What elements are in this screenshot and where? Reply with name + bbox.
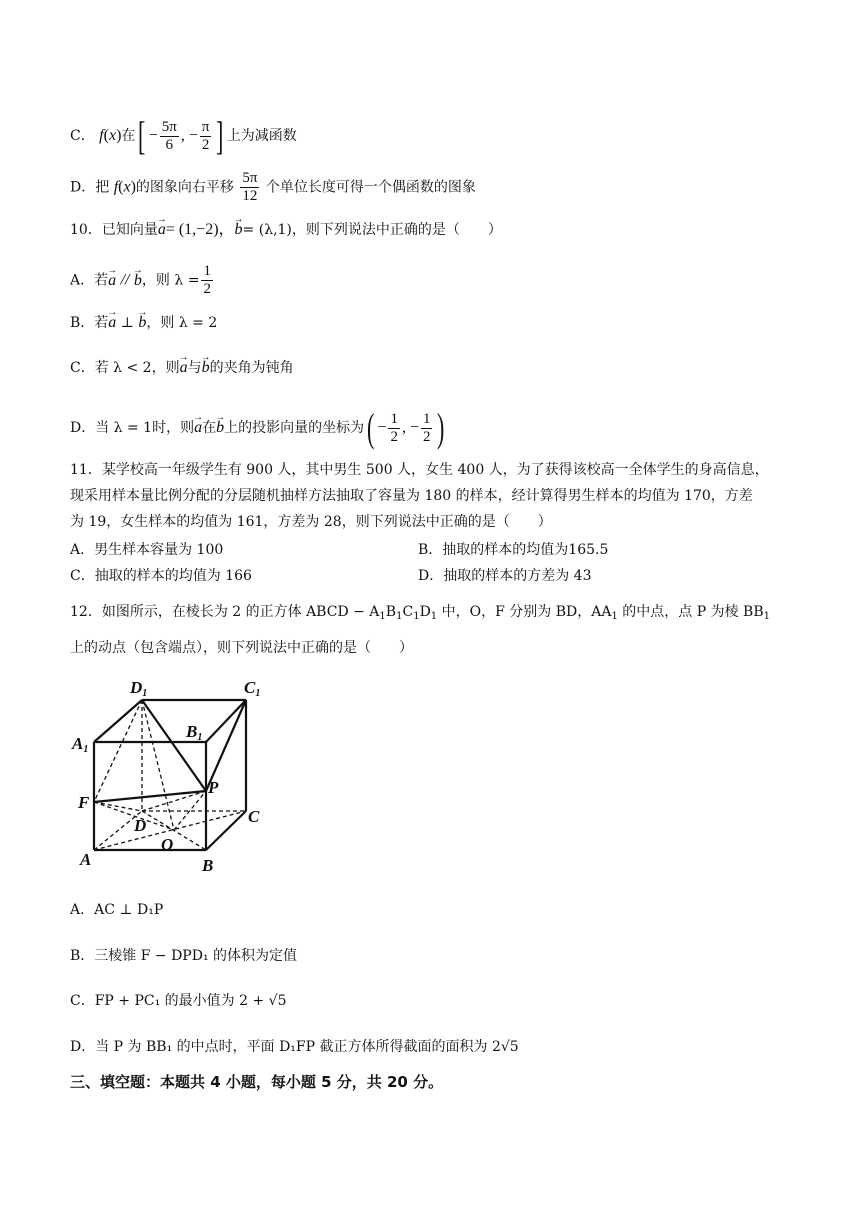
q10-option-b: B．若→ a ⊥ → b，则 λ = 2	[70, 313, 217, 333]
edge-bc	[206, 811, 246, 850]
q9-option-d: D．把 f(x)的图象向右平移 $\frac{5\pi}{12}$ 个单位长度可得一个偶函数的图象	[70, 170, 476, 204]
edge-b1c1	[206, 700, 246, 742]
q11-line-1: 11．某学校高一年级学生有 900 人，其中男生 500 人，女生 400 人，为了获得该校高一全体学生的身高信息，	[70, 462, 769, 478]
q12-line-2: 上的动点（包含端点），则下列说法中正确的是（ ）	[70, 640, 413, 656]
edge-a1d1	[94, 700, 142, 742]
label-p: P	[208, 778, 219, 797]
label-c1: C1	[244, 678, 261, 699]
q10-stem: 10．已知向量→ a= (1,−2)，→ b= (λ,1)，则下列说法中正确的是（ ）	[70, 220, 502, 240]
q12-option-b: B．三棱锥 F − DPD₁ 的体积为定值	[70, 948, 298, 964]
q9-option-c: C． f(x)在[ − $\frac{5\pi}{6}$ , − $\frac{\pi}{2}$ ] 上为减函数	[70, 113, 297, 158]
label-f: F	[78, 793, 90, 812]
q11-option-b: B．抽取的样本的均值为165.5	[418, 542, 609, 558]
label-a1: A1	[72, 734, 89, 755]
q11-line-2: 现采用样本量比例分配的分层随机抽样方法抽取了容量为 180 的样本，经计算得男生样本的均值为 170，方差	[70, 488, 753, 504]
label-d: D	[134, 816, 147, 835]
diag-bd-hidden	[142, 811, 206, 850]
q11-line-3: 为 19，女生样本的均值为 161，方差为 28，则下列说法中正确的是（ ）	[70, 514, 552, 530]
q10-option-d: D．当 λ = 1时，则→ a在→ b上的投影向量的坐标为( − $\frac{1}{2}$ , − $\frac{1}{2}$ )	[70, 408, 448, 448]
cube-figure	[70, 675, 270, 875]
segment-d1p	[142, 700, 206, 791]
section-3-heading: 三、填空题：本题共 4 小题，每小题 5 分，共 20 分。	[70, 1073, 444, 1091]
q11-option-d: D．抽取的样本的方差为 43	[418, 568, 592, 584]
label-d1: D1	[130, 678, 148, 699]
q11-option-a: A．男生样本容量为 100	[70, 542, 224, 558]
segment-fd-hidden	[94, 802, 142, 811]
label-o: O	[161, 835, 174, 854]
label-b1: B1	[186, 722, 203, 743]
label-c: C	[248, 807, 260, 826]
q12-option-c: C．FP + PC₁ 的最小值为 2 + √5	[70, 993, 287, 1009]
q10-option-a: A．若→ a // → b，则 λ = $\frac{1}{2}$	[70, 263, 215, 298]
label-a: A	[80, 850, 92, 869]
q12-option-d: D．当 P 为 BB₁ 的中点时，平面 D₁FP 截正方体所得截面的面积为 2√5	[70, 1039, 519, 1055]
q10-option-c: C．若 λ < 2，则→ a与→ b的夹角为钝角	[70, 358, 294, 378]
q12-line-1: 12．如图所示，在棱长为 2 的正方体 ABCD − $A_1B_1C_1D_1$ 中，O，F 分别为 BD，$AA_1$ 的中点，点 P 为棱 $BB_1$	[70, 604, 771, 622]
segment-d1f-hidden	[94, 700, 142, 802]
q12-option-a: A．AC ⊥ D₁P	[70, 902, 164, 918]
q11-option-c: C．抽取的样本的均值为 166	[70, 568, 252, 584]
label-b: B	[202, 856, 214, 875]
